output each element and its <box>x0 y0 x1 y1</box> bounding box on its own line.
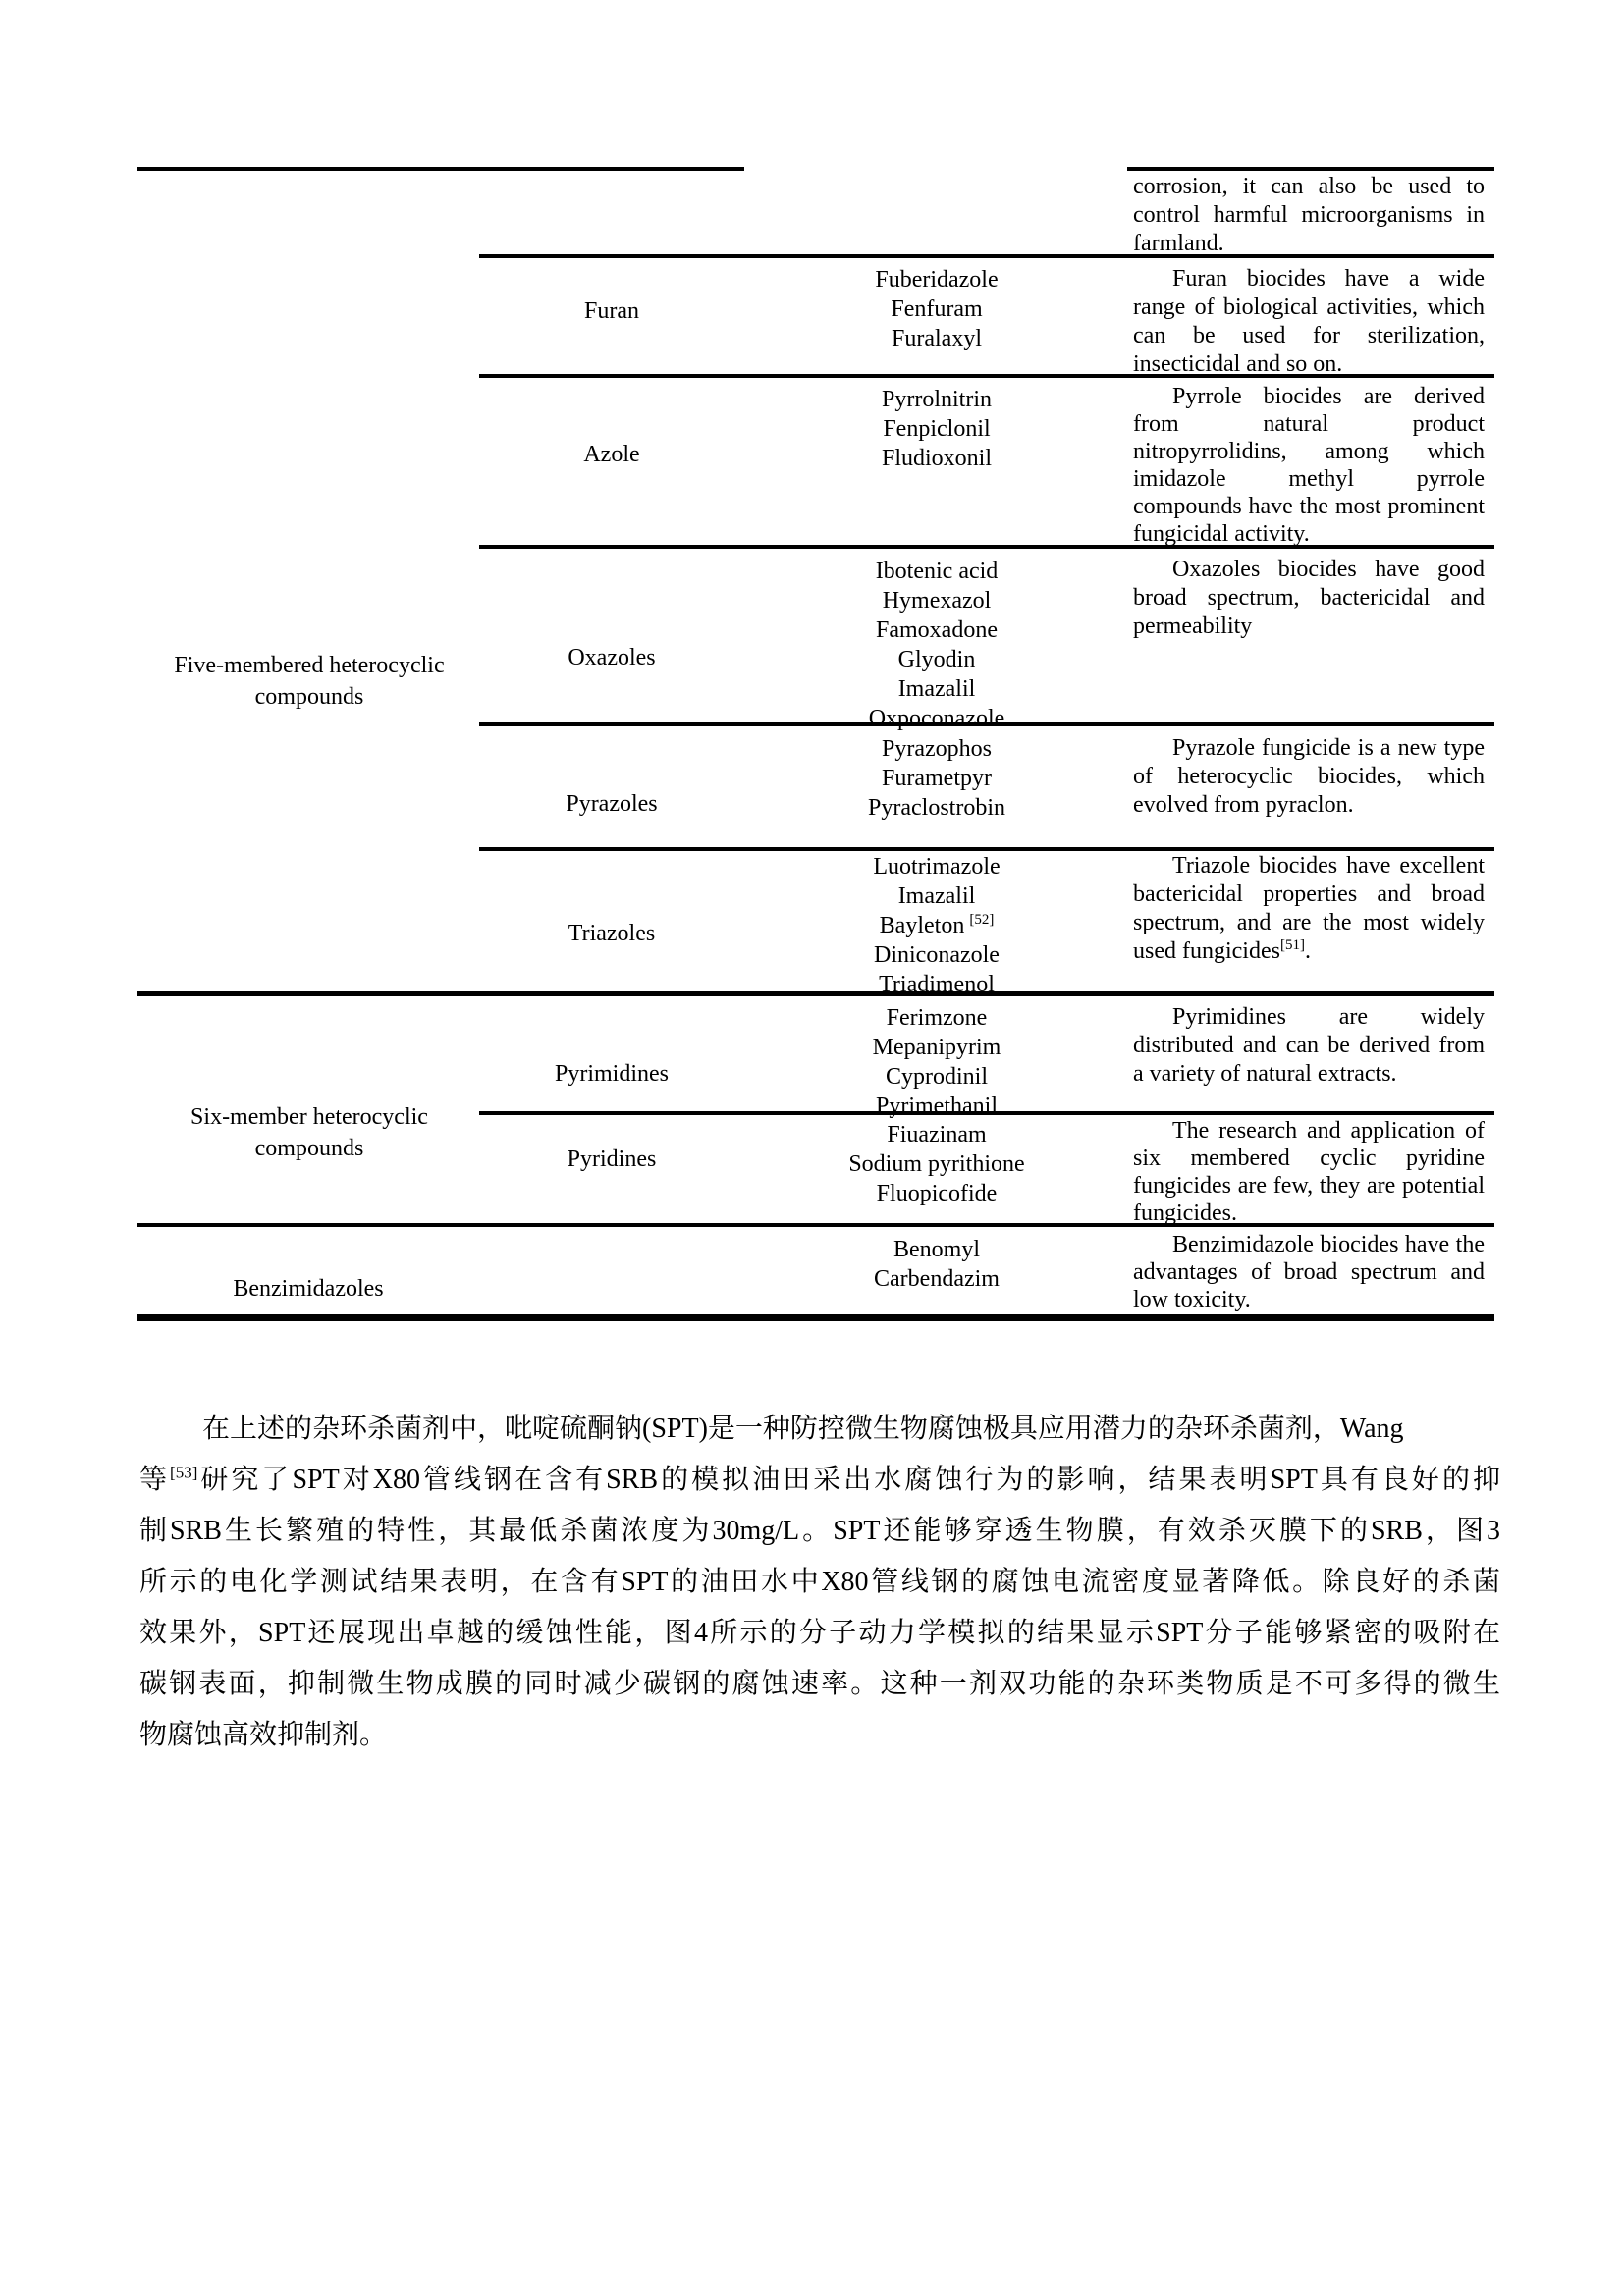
compound-name: Furametpyr <box>882 766 992 791</box>
compound-name: Pyraclostrobin <box>868 795 1005 821</box>
description-cell-furan: Furan biocides have a wide range of biological activities, which can be used for sterilization, insecticidal and so on. <box>1133 266 1485 377</box>
subcategory-oxazoles: Oxazoles <box>568 645 656 670</box>
table-rule-top-left <box>137 167 744 171</box>
compound-list-triazoles <box>744 852 1129 999</box>
category-six-member: Six-member heterocyclic compounds <box>190 1104 428 1161</box>
compound-name: Pyrrolnitrin <box>882 387 992 412</box>
description-cell-triazoles: Triazole biocides have excellent bactericidal properties and broad spectrum, and are the most widely used fungicides[51]. <box>1133 853 1485 964</box>
subcategory-azole: Azole <box>583 442 640 467</box>
table-rule-triazoles <box>479 847 1494 851</box>
compound-name: Luotrimazole <box>873 854 1001 880</box>
compound-name: Benomyl <box>893 1237 980 1262</box>
description-cell-oxazoles: Oxazoles biocides have good broad spectrum, bactericidal and permeability <box>1133 557 1485 639</box>
compound-list-benzimidazoles <box>744 1235 1129 1294</box>
description-cell-pyrazoles: Pyrazole fungicide is a new type of heterocyclic biocides, which evolved from pyraclon. <box>1133 735 1485 818</box>
compound-name: Imazalil <box>897 883 976 909</box>
compound-name: Diniconazole <box>874 942 1000 968</box>
compound-name: Hymexazol <box>882 588 992 614</box>
paragraph-line-6: 碳钢表面，抑制微生物成膜的同时减少碳钢的腐蚀速率。这种一剂双功能的杂环类物质是不可多得的微生 <box>139 1669 1500 1699</box>
compound-name: Fiuazinam <box>887 1122 987 1148</box>
body-paragraph <box>139 1404 1500 1761</box>
subcategory-pyrimidines: Pyrimidines <box>554 1061 669 1087</box>
paragraph-line-2: 等[53]研究了SPT对X80管线钢在含有SRB的模拟油田采出水腐蚀行为的影响，结果表明SPT具有良好的抑 <box>139 1463 1500 1495</box>
subcategory-pyrazoles: Pyrazoles <box>566 791 658 817</box>
compound-list-furan <box>744 265 1129 353</box>
compound-name: Triadimenol <box>879 972 995 997</box>
compound-name: Fenfuram <box>891 296 983 322</box>
compound-name: Carbendazim <box>874 1266 1000 1292</box>
table-rule-top-right <box>1127 167 1494 171</box>
compound-name: Bayleton [52] <box>879 912 995 938</box>
subcategory-furan: Furan <box>584 298 639 324</box>
compound-name: Sodium pyrithione <box>848 1151 1025 1177</box>
compound-name: Cyprodinil <box>885 1064 988 1090</box>
compound-list-pyridines <box>744 1120 1129 1208</box>
compound-name: Ferimzone <box>886 1005 988 1031</box>
category-benzimidazoles: Benzimidazoles <box>233 1276 384 1302</box>
compound-name: Pyrazophos <box>882 736 992 762</box>
description-cell-benzimidazoles: Benzimidazole biocides have the advantages of broad spectrum and low toxicity. <box>1133 1232 1485 1312</box>
description-cell-pyrimidines: Pyrimidines are widely distributed and can be derived from a variety of natural extracts. <box>1133 1004 1485 1087</box>
citation-51: [51] <box>1279 937 1305 953</box>
compound-list-pyrazoles <box>744 734 1129 823</box>
citation-52: [52] <box>969 912 995 928</box>
paragraph-line-5: 效果外，SPT还展现出卓越的缓蚀性能，图4所示的分子动力学模拟的结果显示SPT分子能够紧密的吸附在 <box>139 1618 1500 1648</box>
compound-name: Imazalil <box>897 676 976 702</box>
compound-list-pyrimidines <box>744 1003 1129 1121</box>
table-rule-bottom <box>137 1314 1494 1321</box>
description-cell-pyridines: The research and application of six membered cyclic pyridine fungicides are few, they are potential fungicides. <box>1133 1118 1485 1226</box>
compound-name: Furalaxyl <box>892 326 982 351</box>
compound-name: Fluopicofide <box>876 1181 998 1206</box>
citation-53: [53] <box>170 1463 198 1482</box>
compound-list-oxazoles <box>744 557 1129 733</box>
compound-name: Fenpiclonil <box>883 416 991 442</box>
subcategory-pyridines: Pyridines <box>567 1147 657 1172</box>
description-cell-azole: Pyrrole biocides are derived from natural product nitropyrrolidins, among which imidazole methyl pyrrole compounds have the most prominent fungicidal activity. <box>1133 384 1485 547</box>
subcategory-triazoles: Triazoles <box>568 921 656 946</box>
compound-name: Fludioxonil <box>881 446 993 471</box>
compound-name: Oxpoconazole <box>868 706 1005 731</box>
paragraph-line-4: 所示的电化学测试结果表明，在含有SPT的油田水中X80管线钢的腐蚀电流密度显著降低。除良好的杀菌 <box>139 1567 1500 1597</box>
description-cell-continuation: corrosion, it can also be used to control harmful microorganisms in farmland. <box>1133 174 1485 256</box>
compound-list-azole <box>744 385 1129 473</box>
category-five-membered: Five-membered heterocyclic compounds <box>174 653 445 710</box>
compound-name: Ibotenic acid <box>875 559 999 584</box>
compound-name: Fuberidazole <box>875 267 999 293</box>
compound-name: Pyrimethanil <box>876 1094 998 1119</box>
compound-name: Mepanipyrim <box>872 1035 1001 1060</box>
paragraph-line-3: 制SRB生长繁殖的特性，其最低杀菌浓度为30mg/L。SPT还能够穿透生物膜，有效杀灭膜下的SRB，图3 <box>139 1516 1500 1546</box>
compound-name: Famoxadone <box>876 617 998 643</box>
compound-name: Glyodin <box>897 647 976 672</box>
paragraph-line-1: 在上述的杂环杀菌剂中，吡啶硫酮钠(SPT)是一种防控微生物腐蚀极具应用潜力的杂环杀菌剂，Wang <box>202 1414 1404 1444</box>
paragraph-line-7: 物腐蚀高效抑制剂。 <box>139 1720 388 1750</box>
